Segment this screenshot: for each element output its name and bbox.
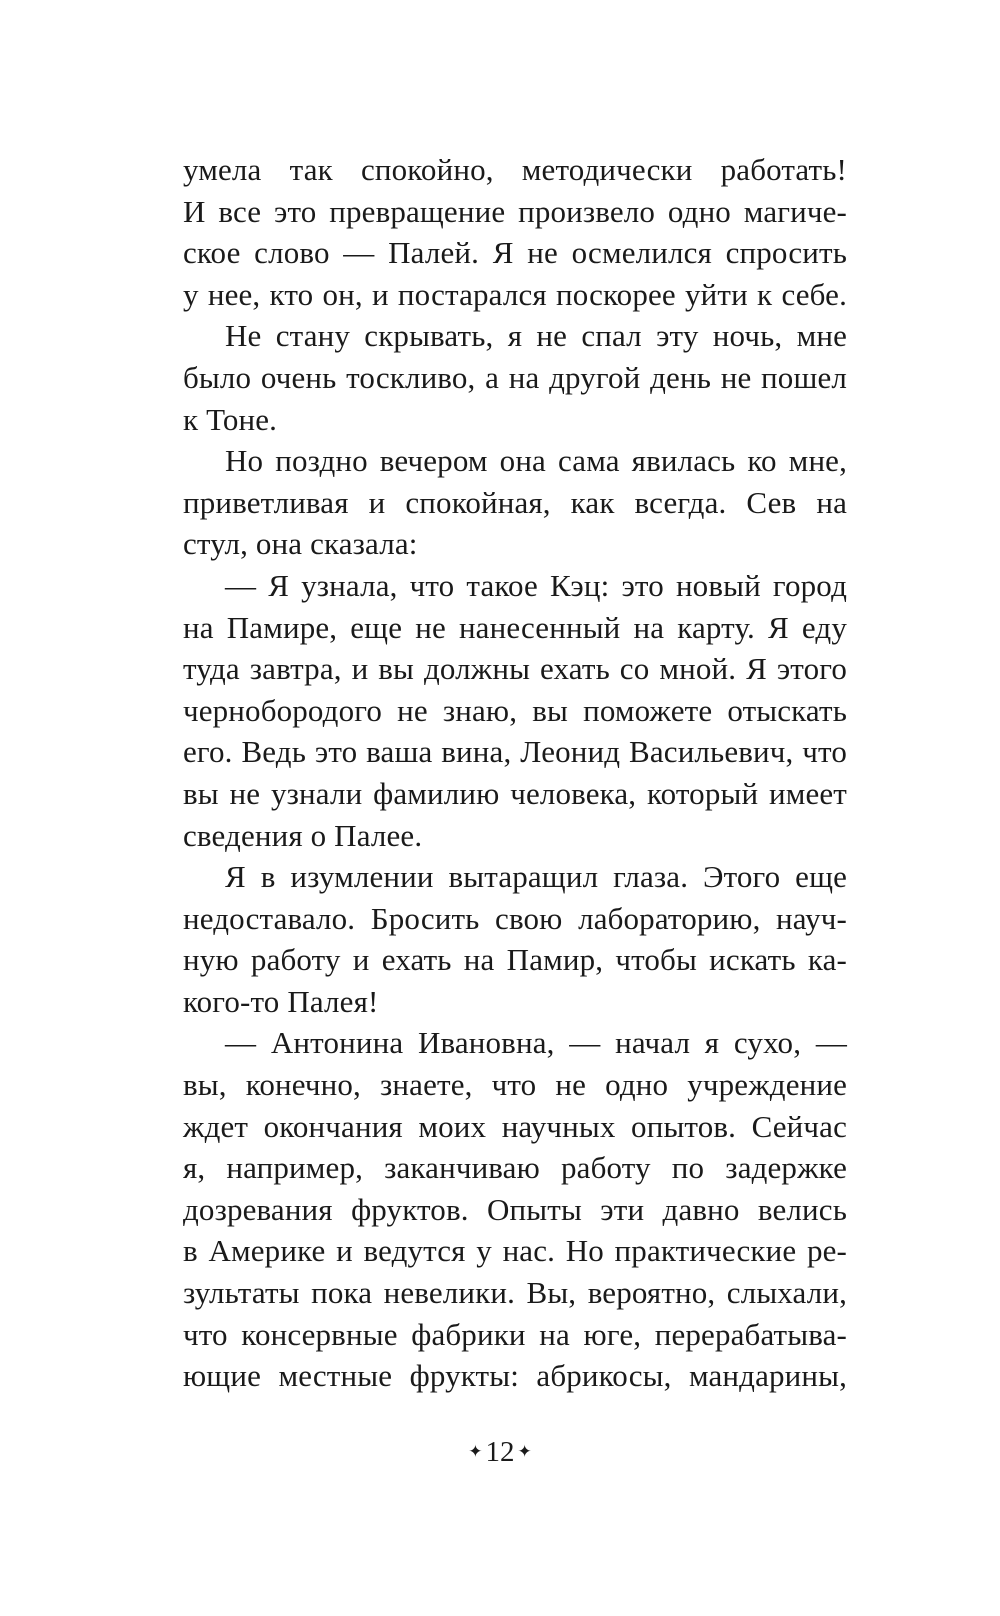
text-line: у нее, кто он, и постарался поскорее уйти к себе. [183, 276, 847, 312]
text-line: туда завтра, и вы должны ехать со мной. Я этого [183, 651, 847, 687]
text-line: приветливая и спокойная, как всегда. Сев на [183, 484, 847, 520]
text-line: ющие местные фрукты: абрикосы, мандарины, [183, 1358, 847, 1394]
text-line: вы не узнали фамилию человека, который имеет [183, 775, 847, 811]
text-line: ждет окончания моих научных опытов. Сейчас [183, 1108, 847, 1144]
text-line: его. Ведь это ваша вина, Леонид Васильевич, что [183, 734, 847, 770]
text-line: Не стану скрывать, я не спал эту ночь, мне [225, 318, 847, 354]
text-line: было очень тоскливо, а на другой день не пошел [183, 359, 847, 395]
text-line: недоставало. Бросить свою лабораторию, науч- [183, 900, 847, 936]
text-line: кого-то Палея! [183, 983, 379, 1019]
text-line: И все это превращение произвело одно магиче- [183, 193, 847, 229]
ornament-right-icon: ✦ [517, 1442, 532, 1461]
text-line: сведения о Палее. [183, 817, 423, 853]
text-line: дозревания фруктов. Опыты эти давно велись [183, 1191, 847, 1227]
text-line: умела так спокойно, методически работать! [183, 152, 847, 187]
text-line: к Тоне. [183, 401, 278, 437]
ornament-left-icon: ✦ [468, 1442, 483, 1461]
text-line: — Я узнала, что такое Кэц: это новый город [225, 567, 847, 603]
page-number: 12 [485, 1436, 515, 1468]
text-line: Но поздно вечером она сама явилась ко мне, [225, 443, 847, 479]
text-line: — Антонина Ивановна, — начал я сухо, — [225, 1025, 847, 1061]
text-line: что консервные фабрики на юге, перерабатыва- [183, 1316, 847, 1352]
text-line: ское слово — Палей. Я не осмелился спросить [183, 235, 847, 271]
text-line: на Памире, еще не нанесенный на карту. Я еду [183, 609, 847, 645]
text-line: я, например, заканчиваю работу по задержке [183, 1150, 847, 1186]
text-line: ную работу и ехать на Памир, чтобы искать ка- [183, 942, 847, 978]
text-line: зультаты пока невелики. Вы, вероятно, слыхали, [183, 1275, 847, 1311]
body-text [183, 149, 847, 1397]
text-line: стул, она сказала: [183, 526, 418, 562]
text-line: в Америке и ведутся у нас. Но практические ре- [183, 1233, 847, 1269]
text-line: вы, конечно, знаете, что не одно учреждение [183, 1067, 847, 1103]
text-line: Я в изумлении вытаращил глаза. Этого еще [225, 859, 847, 895]
page-footer [0, 1434, 1000, 1470]
text-line: чернобородого не знаю, вы поможете отыскать [183, 692, 847, 728]
